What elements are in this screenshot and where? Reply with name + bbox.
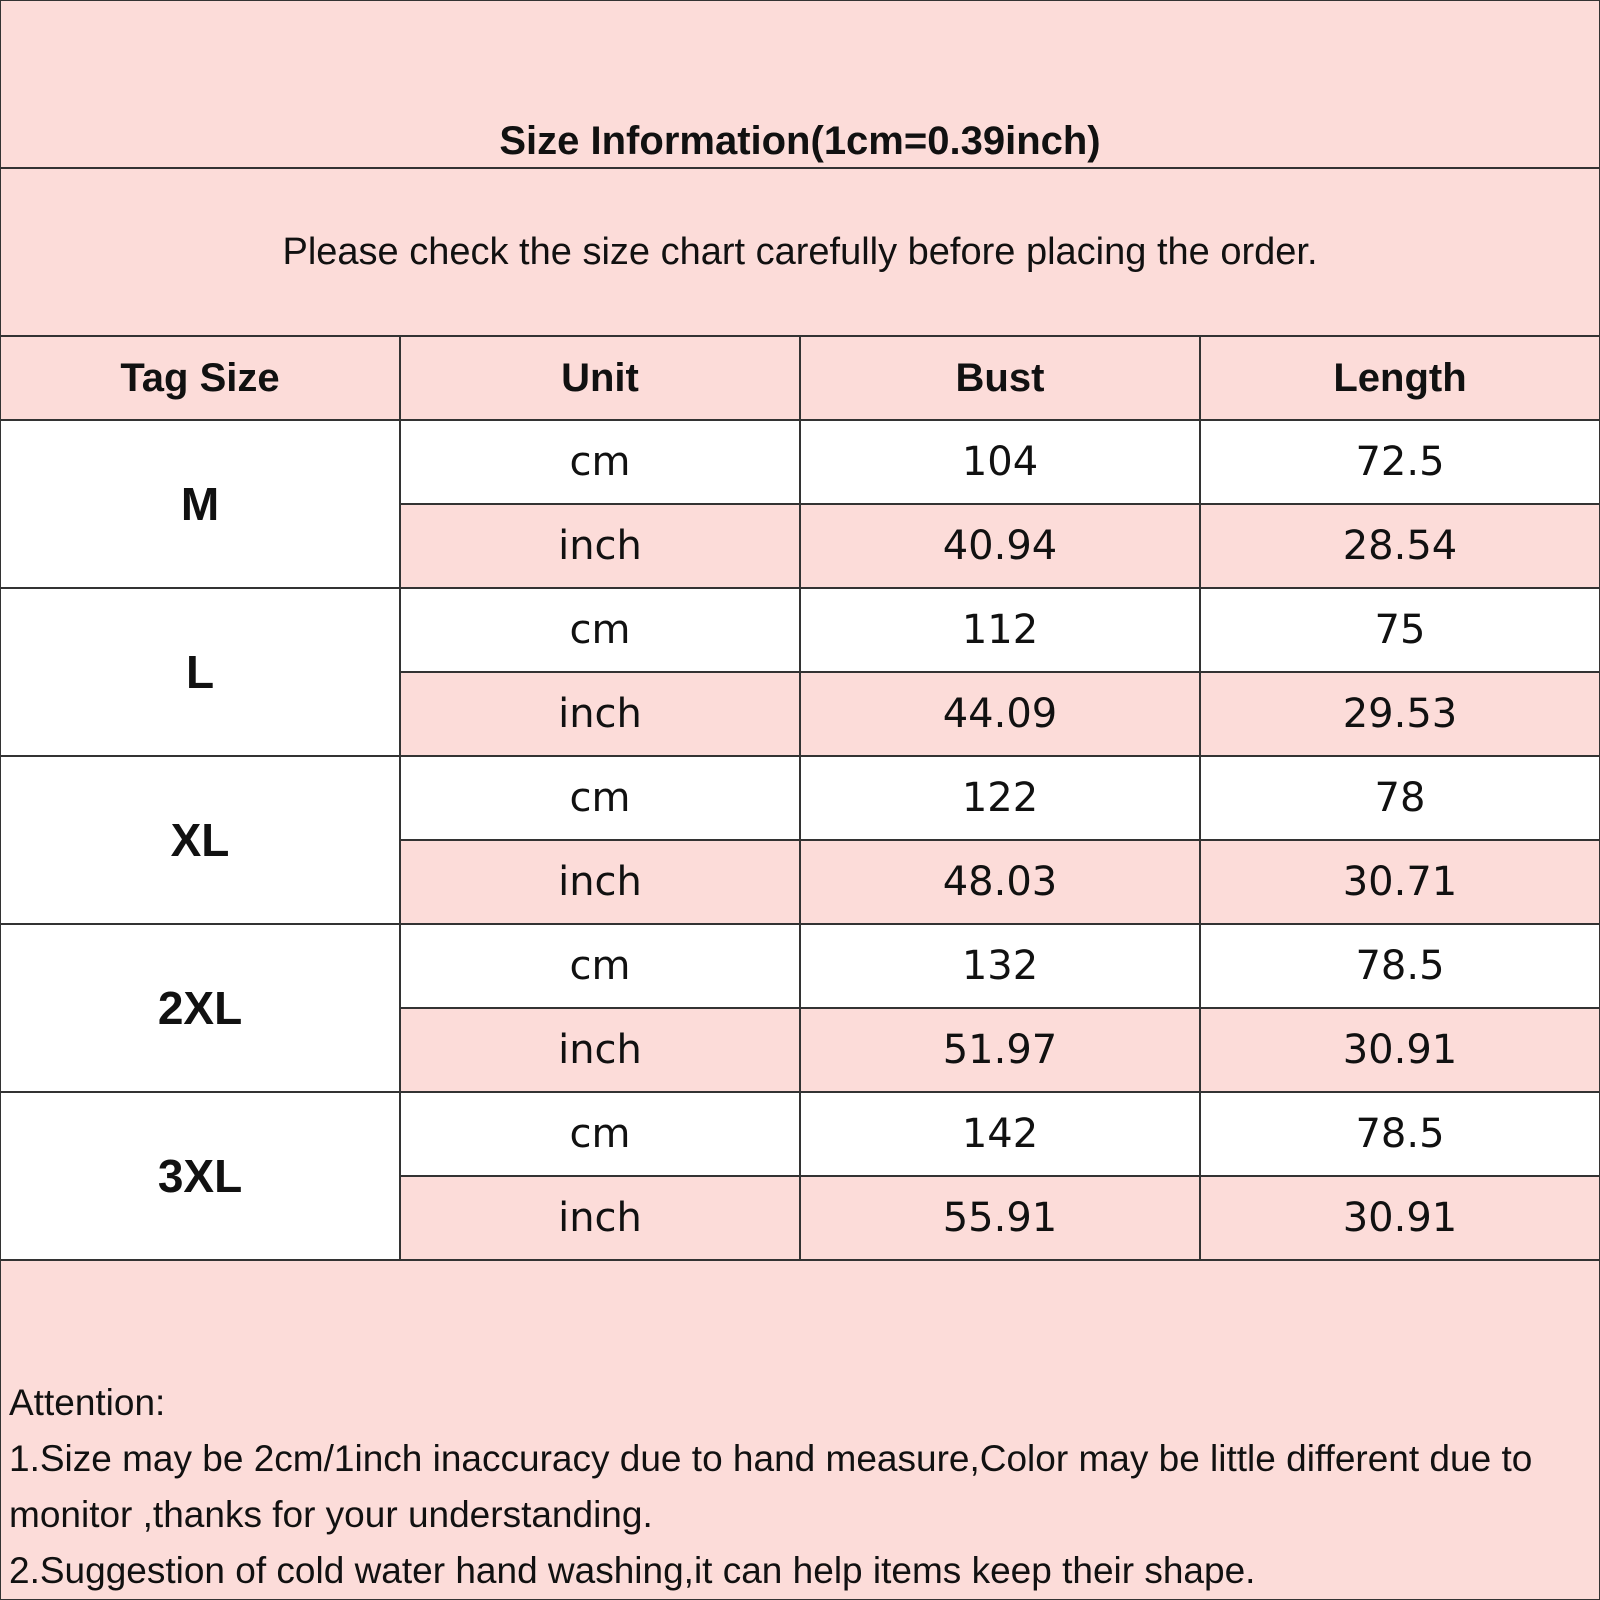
length-cell: 75 [1201,589,1599,673]
length-cell: 29.53 [1201,673,1599,757]
unit-cell: cm [401,1093,801,1177]
unit-cell: cm [401,589,801,673]
unit-cell: cm [401,421,801,505]
bust-cell: 55.91 [801,1177,1201,1261]
subtitle-band [1,169,1599,337]
bust-cell: 48.03 [801,841,1201,925]
title-band [1,1,1599,169]
chart-subtitle: Please check the size chart carefully before placing the order. [282,231,1318,273]
attention-heading: Attention: [9,1382,166,1423]
bust-cell: 104 [801,421,1201,505]
bust-cell: 122 [801,757,1201,841]
length-cell: 30.71 [1201,841,1599,925]
length-cell: 72.5 [1201,421,1599,505]
tag-size-cell: 2XL [1,925,401,1093]
bust-cell: 44.09 [801,673,1201,757]
bust-cell: 112 [801,589,1201,673]
chart-title: Size Information(1cm=0.39inch) [499,119,1101,163]
attention-line-2: 2.Suggestion of cold water hand washing,it can help items keep their shape. [9,1550,1256,1591]
size-table [1,337,1599,1261]
attention-notes [1,1263,1599,1599]
length-cell: 30.91 [1201,1009,1599,1093]
tag-size-cell: L [1,589,401,757]
length-cell: 78 [1201,757,1599,841]
tag-size-cell: M [1,421,401,589]
length-cell: 28.54 [1201,505,1599,589]
bust-cell: 40.94 [801,505,1201,589]
unit-cell: cm [401,757,801,841]
length-cell: 30.91 [1201,1177,1599,1261]
unit-cell: inch [401,1177,801,1261]
length-cell: 78.5 [1201,1093,1599,1177]
header-bust: Bust [801,337,1201,421]
unit-cell: inch [401,841,801,925]
unit-cell: inch [401,673,801,757]
unit-cell: inch [401,1009,801,1093]
tag-size-cell: XL [1,757,401,925]
unit-cell: inch [401,505,801,589]
bust-cell: 51.97 [801,1009,1201,1093]
unit-cell: cm [401,925,801,1009]
header-tag-size: Tag Size [1,337,401,421]
bust-cell: 142 [801,1093,1201,1177]
bust-cell: 132 [801,925,1201,1009]
attention-line-1: 1.Size may be 2cm/1inch inaccuracy due to hand measure,Color may be little different due to monitor ,thanks for your understanding. [9,1438,1533,1535]
header-unit: Unit [401,337,801,421]
tag-size-cell: 3XL [1,1093,401,1261]
header-length: Length [1201,337,1599,421]
length-cell: 78.5 [1201,925,1599,1009]
